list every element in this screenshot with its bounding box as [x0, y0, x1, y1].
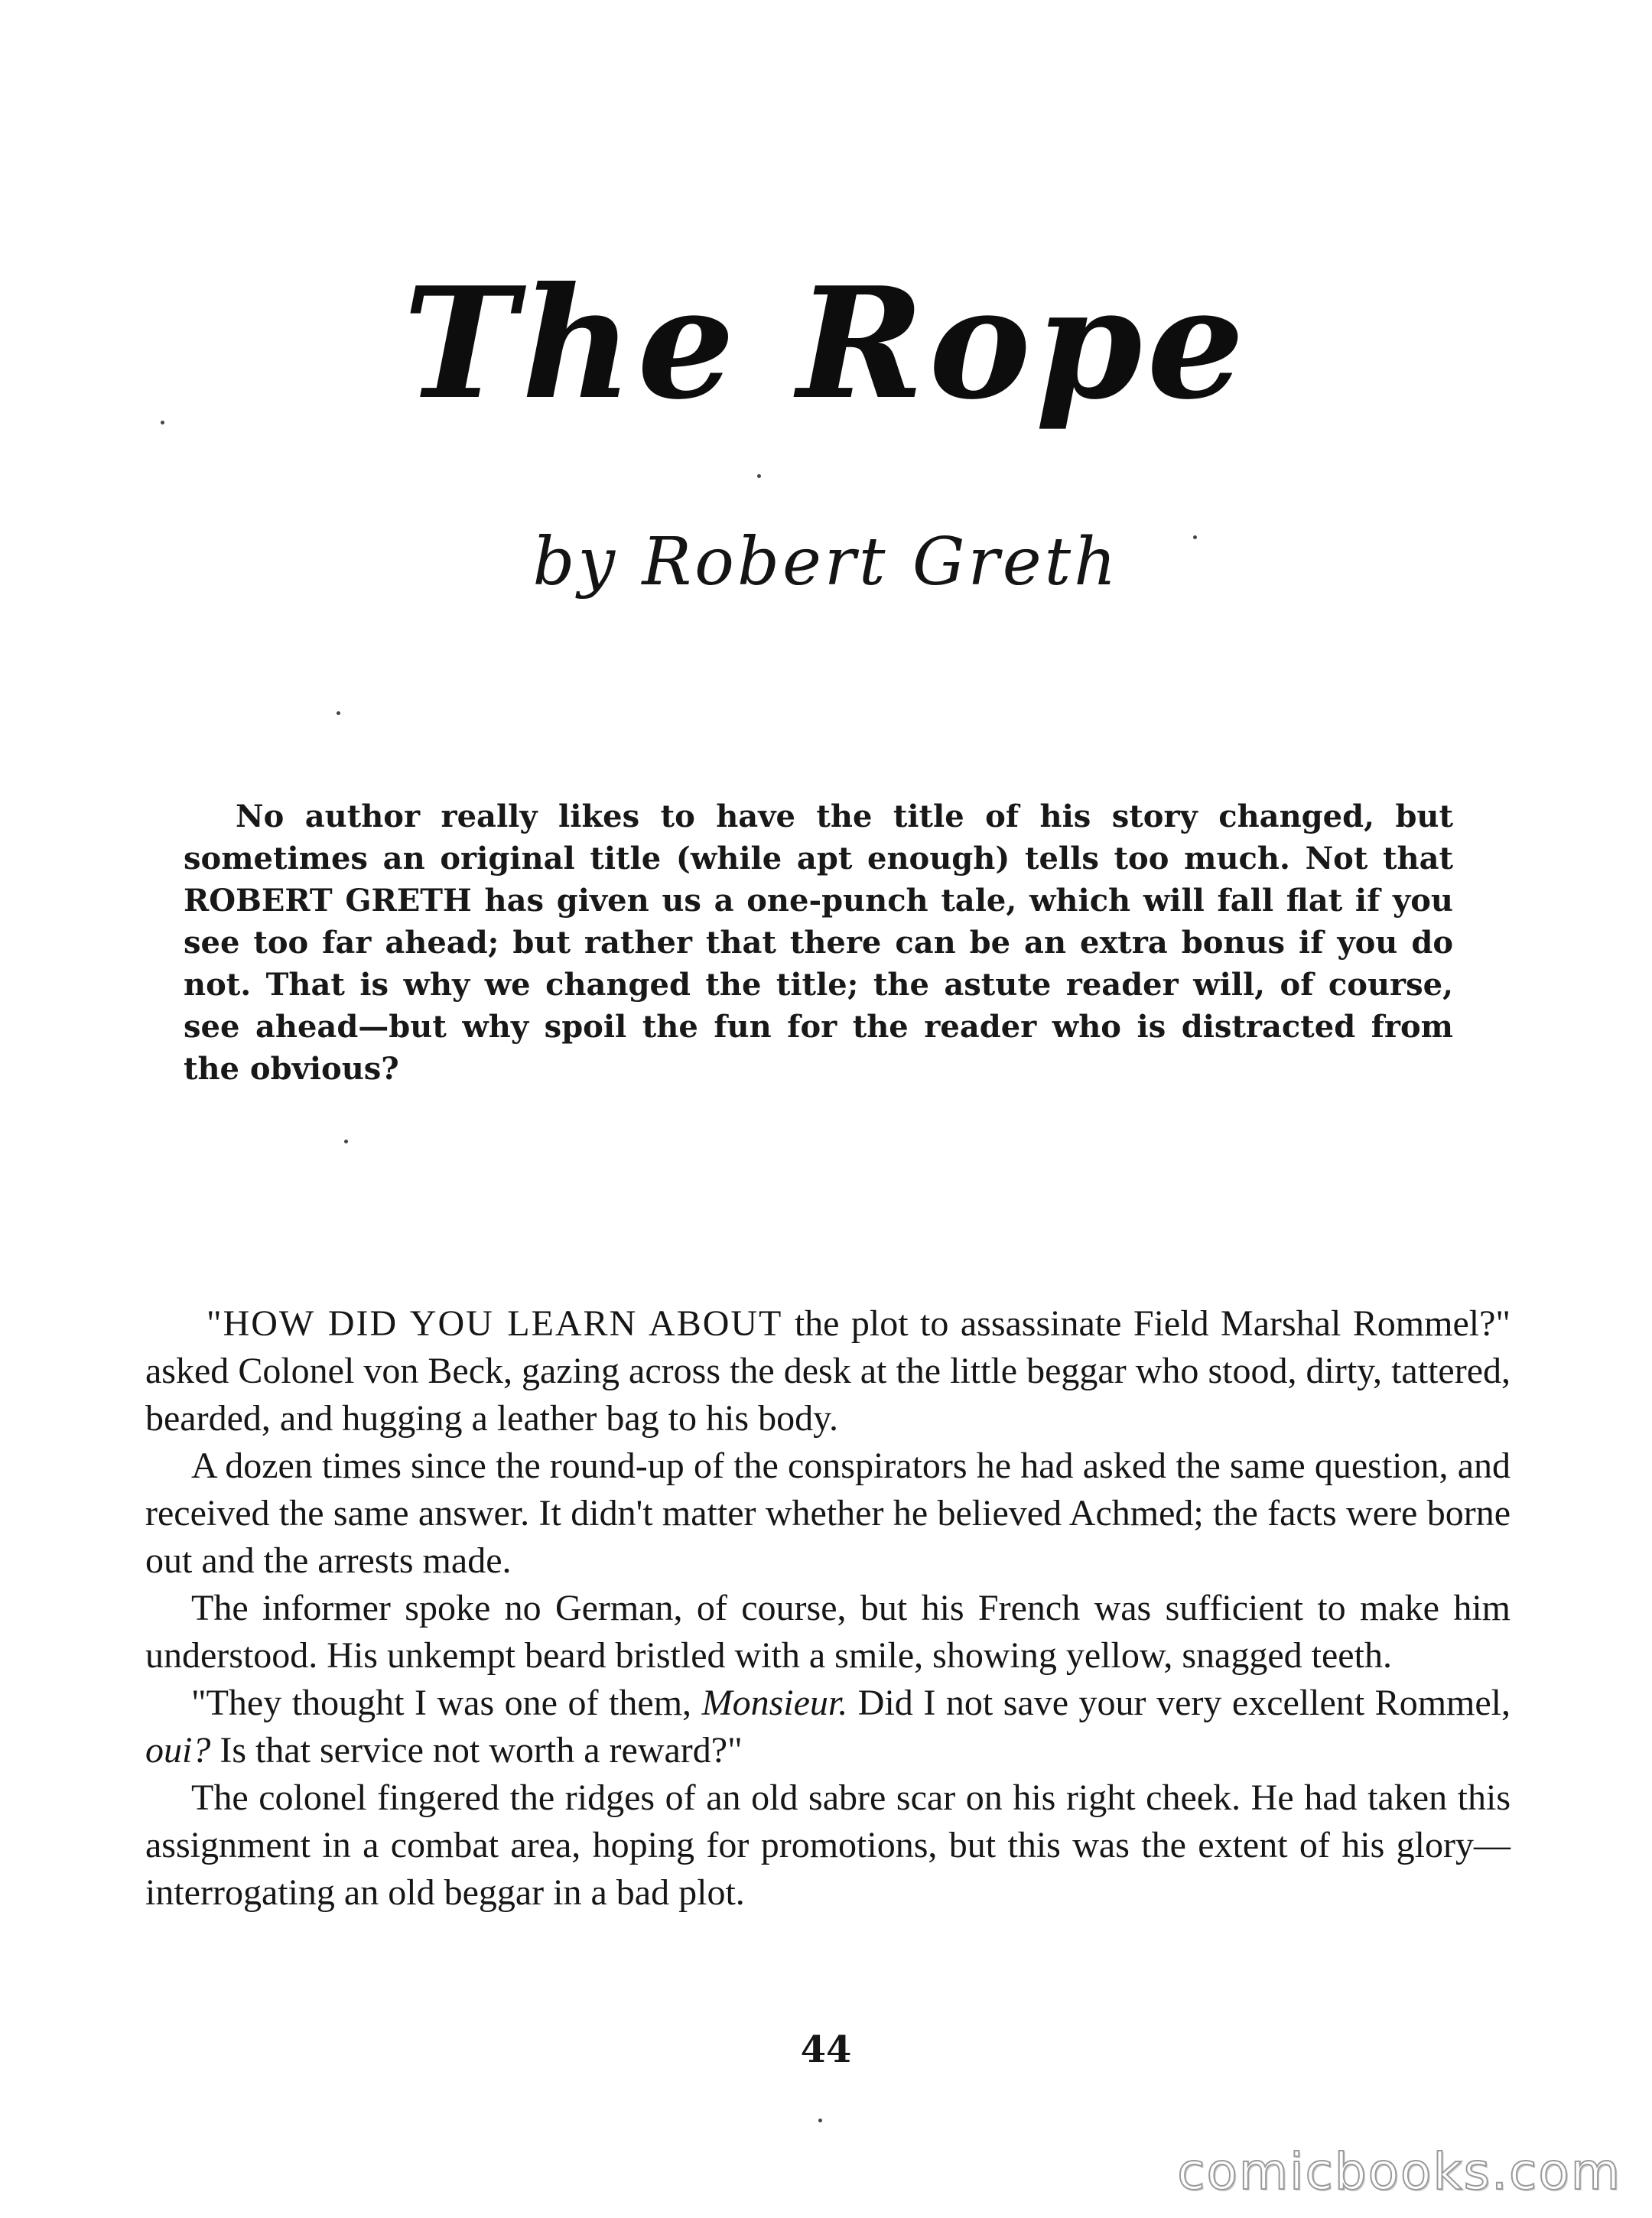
print-speck [1193, 535, 1197, 539]
paragraph-1-lead-caps: "HOW DID YOU LEARN ABOUT [206, 1303, 783, 1344]
page-number: 44 [800, 2028, 852, 2071]
paragraph-1-text: the plot to assassinate Field Marshal Rommel?" asked Colonel von Beck, gazing across the desk at the little beggar who stood, dirty, tattered, bearded, and hugging a leather bag to his body. [145, 1303, 1511, 1439]
print-speck [757, 474, 761, 478]
paragraph-2: A dozen times since the round-up of the conspirators he had asked the same question, and received the same answer. It didn't matter whether he believed Achmed; the facts were borne out and the arrests made. [145, 1446, 1511, 1581]
story-byline: by Robert Greth [532, 524, 1120, 600]
story-title: The Rope [403, 254, 1249, 434]
paragraph-1 [145, 1300, 1511, 1442]
site-watermark: comicbooks.com [1177, 2142, 1621, 2201]
paragraph-3: The informer spoke no German, of course, but his French was sufficient to make him understood. His unkempt beard bristled with a smile, showing yellow, snagged teeth. [145, 1588, 1511, 1676]
editorial-introduction: No author really likes to have the title of his story changed, but sometimes an original title (while apt enough) tells too much. Not that ROBERT GRETH has given us a one-punch tale, which will fall flat if you see too far ahead; but rather that there can be an extra bonus if you do not. That is why we changed the title; the astute reader will, of course, see ahead—but why spoil the fun for the reader who is distracted from the obvious? [184, 798, 1453, 1087]
paragraph-4-italic-oui: oui? [145, 1730, 211, 1771]
print-speck [337, 711, 340, 715]
print-speck [161, 421, 164, 424]
story-body [145, 1300, 1511, 1917]
paragraph-5: The colonel fingered the ridges of an old sabre scar on his right cheek. He had taken this assignment in a combat area, hoping for promotions, but this was the extent of his glory—interrogating an old beggar in a bad plot. [145, 1777, 1511, 1913]
paragraph-4-italic-monsieur: Monsieur. [701, 1683, 848, 1723]
paragraph-4-text-c: Is that service not worth a reward?" [210, 1730, 743, 1771]
print-speck [818, 2119, 822, 2122]
paragraph-4-text-a: "They thought I was one of them, [191, 1683, 702, 1723]
print-speck [344, 1140, 348, 1143]
paragraph-4-text-b: Did I not save your very excellent Rommel, [847, 1683, 1511, 1723]
paragraph-4 [145, 1680, 1511, 1774]
